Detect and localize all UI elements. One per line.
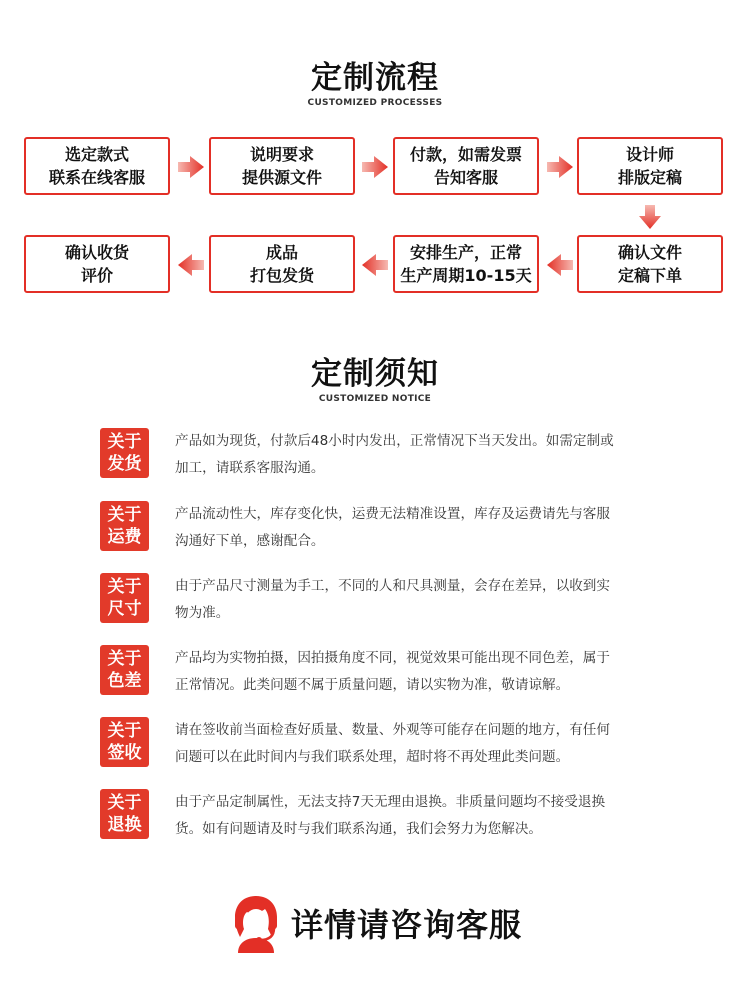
- notice-line2: 加工，请联系客服沟通。: [175, 460, 325, 476]
- step-line2: 生产周期10-15天: [400, 266, 532, 285]
- notice-line1: 产品均为实物拍摄，因拍摄角度不同，视觉效果可能出现不同色差，属于: [175, 650, 610, 666]
- notice-badge: [100, 645, 149, 695]
- step-line1: 成品: [265, 243, 298, 262]
- step-confirm-file: [577, 235, 723, 293]
- arrow-right-icon: [178, 156, 204, 178]
- notice-line1: 请在签收前当面检查好质量、数量、外观等可能存在问题的地方，有任何: [175, 722, 610, 738]
- notice-item-shipping: [0, 428, 750, 480]
- badge-line2: 退换: [107, 815, 142, 835]
- arrow-left-icon: [547, 254, 573, 276]
- notice-line2: 货。如有问题请及时与我们联系沟通，我们会努力为您解决。: [175, 821, 543, 837]
- process-subtitle: CUSTOMIZED PROCESSES: [307, 98, 443, 108]
- step-line1: 确认收货: [64, 243, 129, 262]
- step-line1: 付款，如需发票: [409, 145, 522, 164]
- notice-line1: 产品如为现货，付款后48小时内发出，正常情况下当天发出。如需定制或: [175, 433, 614, 449]
- notice-subtitle: CUSTOMIZED NOTICE: [318, 394, 432, 404]
- step-select-style: [24, 137, 170, 195]
- step-line1: 选定款式: [64, 145, 129, 164]
- notice-text: [175, 573, 665, 627]
- customer-service-icon: [230, 893, 282, 953]
- notice-text: [175, 717, 665, 771]
- step-designer: [577, 137, 723, 195]
- notice-title: 定制须知: [311, 356, 439, 392]
- badge-line2: 色差: [107, 671, 142, 691]
- process-title: 定制流程: [311, 60, 439, 96]
- step-confirm-receipt: [24, 235, 170, 293]
- notice-item-size: [0, 573, 750, 625]
- step-line2: 提供源文件: [241, 168, 322, 187]
- notice-badge: [100, 717, 149, 767]
- notice-line1: 由于产品定制属性，无法支持7天无理由退换。非质量问题均不接受退换: [175, 794, 606, 810]
- badge-line1: 关于: [107, 432, 142, 452]
- notice-badge: [100, 573, 149, 623]
- contact-service-banner[interactable]: [0, 890, 750, 956]
- badge-line2: 尺寸: [107, 599, 142, 619]
- arrow-left-icon: [362, 254, 388, 276]
- step-line2: 排版定稿: [617, 168, 682, 187]
- step-production: [393, 235, 539, 293]
- badge-line2: 运费: [107, 527, 142, 547]
- notice-line2: 沟通好下单，感谢配合。: [175, 533, 325, 549]
- notice-item-return: [0, 789, 750, 841]
- notice-item-color: [0, 645, 750, 697]
- step-line1: 设计师: [625, 145, 674, 164]
- notice-line1: 由于产品尺寸测量为手工，不同的人和尺具测量，会存在差异，以收到实: [175, 578, 610, 594]
- step-line2: 联系在线客服: [48, 168, 145, 187]
- notice-item-freight: [0, 501, 750, 553]
- arrow-left-icon: [178, 254, 204, 276]
- badge-line1: 关于: [107, 793, 142, 813]
- notice-line1: 产品流动性大，库存变化快，运费无法精准设置，库存及运费请先与客服: [175, 506, 610, 522]
- arrow-right-icon: [362, 156, 388, 178]
- notice-item-receipt: [0, 717, 750, 769]
- step-describe-requirements: [209, 137, 355, 195]
- contact-service-text: 详情请咨询客服: [291, 906, 523, 944]
- notice-line2: 正常情况。此类问题不属于质量问题，请以实物为准，敬请谅解。: [175, 677, 570, 693]
- step-line2: 定稿下单: [617, 266, 682, 285]
- notice-text: [175, 428, 665, 482]
- notice-badge: [100, 428, 149, 478]
- arrow-right-icon: [547, 156, 573, 178]
- step-line2: 评价: [80, 266, 113, 285]
- notice-badge: [100, 789, 149, 839]
- notice-text: [175, 501, 665, 555]
- notice-badge: [100, 501, 149, 551]
- notice-text: [175, 789, 665, 843]
- notice-line2: 物为准。: [175, 605, 230, 621]
- badge-line1: 关于: [107, 649, 142, 669]
- step-line1: 安排生产，正常: [409, 243, 522, 262]
- step-line2: 打包发货: [249, 266, 314, 285]
- step-line2: 告知客服: [433, 168, 498, 187]
- badge-line1: 关于: [107, 577, 142, 597]
- notice-text: [175, 645, 665, 699]
- badge-line2: 签收: [107, 743, 142, 763]
- notice-line2: 问题可以在此时间内与我们联系处理，超时将不再处理此类问题。: [175, 749, 570, 765]
- step-payment: [393, 137, 539, 195]
- arrow-down-icon: [639, 205, 661, 229]
- step-line1: 确认文件: [617, 243, 682, 262]
- step-pack-ship: [209, 235, 355, 293]
- badge-line1: 关于: [107, 721, 142, 741]
- badge-line2: 发货: [107, 454, 142, 474]
- step-line1: 说明要求: [249, 145, 314, 164]
- badge-line1: 关于: [107, 505, 142, 525]
